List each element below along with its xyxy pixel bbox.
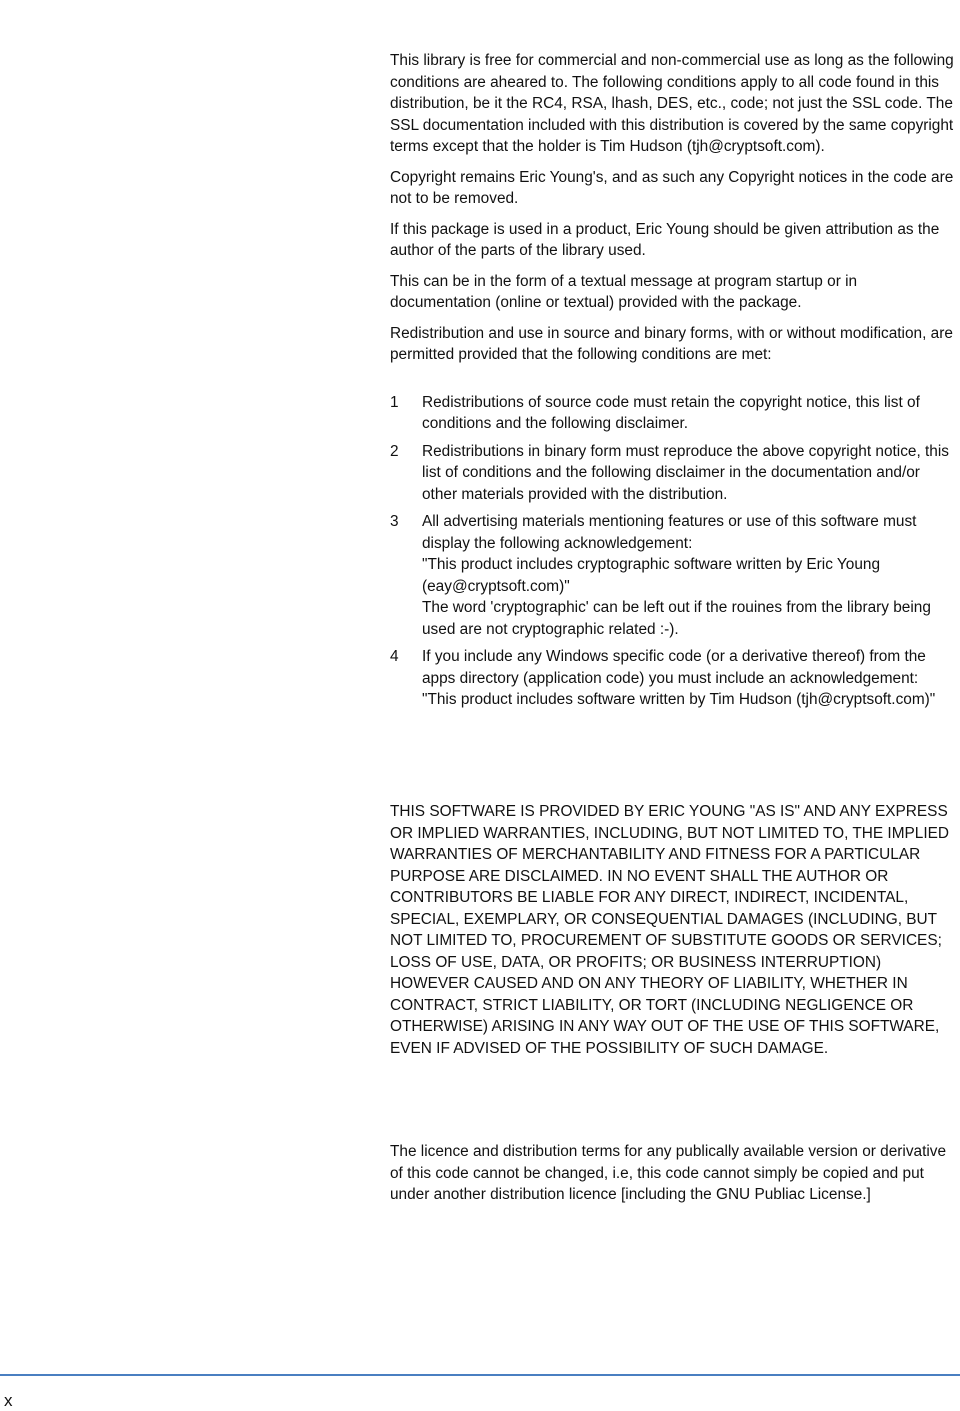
license-body — [390, 50, 956, 717]
condition-item — [390, 646, 956, 711]
condition-item — [390, 511, 956, 640]
condition-number: 2 — [390, 442, 399, 460]
condition-line: The word 'cryptographic' can be left out if the rouines from the library being used are not cryptographic related :-). — [422, 599, 931, 638]
condition-item — [390, 392, 956, 435]
intro-paragraph: If this package is used in a product, Eric Young should be given attribution as the author of the parts of the library used. — [390, 220, 940, 259]
condition-number: 1 — [390, 393, 399, 411]
licence-note: The licence and distribution terms for any publically available version or derivative of this code cannot be changed, i.e, this code cannot simply be copied and put under another distribution licence [including the GNU Publiac License.] — [390, 1143, 947, 1203]
conditions-list — [390, 392, 956, 711]
condition-line: If you include any Windows specific code (or a derivative thereof) from the apps directory (application code) you must include an acknowledgement: — [422, 648, 926, 687]
page-number: x — [4, 1391, 13, 1410]
intro-paragraph: Copyright remains Eric Young's, and as such any Copyright notices in the code are not to be removed. — [390, 168, 954, 207]
condition-text — [422, 392, 956, 435]
condition-line: Redistributions of source code must retain the copyright notice, this list of conditions and the following disclaimer. — [422, 393, 920, 432]
warranty-disclaimer: THIS SOFTWARE IS PROVIDED BY ERIC YOUNG "AS IS" AND ANY EXPRESS OR IMPLIED WARRANTIES, INCLUDING, BUT NOT LIMITED TO, THE IMPLIED WARRANTIES OF MERCHANTABILITY AND FITNESS FOR A PARTICULAR PURPOSE ARE DISCLAIMED. IN NO EVENT SHALL THE AUTHOR OR CONTRIBUTORS BE LIABLE FOR ANY DIRECT, INDIRECT, INCIDENTAL, SPECIAL, EXEMPLARY, OR CONSEQUENTIAL DAMAGES (INCLUDING, BUT NOT LIMITED TO, PROCUREMENT OF SUBSTITUTE GOODS OR SERVICES; LOSS OF USE, DATA, OR PROFITS; OR BUSINESS INTERRUPTION) HOWEVER CAUSED AND ON ANY THEORY OF LIABILITY, WHETHER IN CONTRACT, STRICT LIABILITY, OR TORT (INCLUDING NEGLIGENCE OR OTHERWISE) ARISING IN ANY WAY OUT OF THE USE OF THIS SOFTWARE, EVEN IF ADVISED OF THE POSSIBILITY OF SUCH DAMAGE. — [390, 803, 949, 1057]
condition-text — [422, 511, 956, 640]
condition-line: Redistributions in binary form must reproduce the above copyright notice, this list of conditions and the following disclaimer in the documentation and/or other materials provided with the distribution. — [422, 442, 949, 503]
condition-number: 4 — [390, 648, 399, 665]
intro-paragraph: This can be in the form of a textual message at program startup or in documentation (online or textual) provided with the package. — [390, 272, 858, 311]
condition-item — [390, 441, 956, 506]
condition-text — [422, 441, 956, 506]
intro-paragraph: This library is free for commercial and non-commercial use as long as the following conditions are aheared to. The following conditions apply to all code found in this distribution, be it the RC4, RSA, lhash, DES, etc., code; not just the SSL code. The SSL documentation included with this distribution is covered by the same copyright terms except that the holder is Tim Hudson (tjh@cryptsoft.com). — [390, 52, 954, 155]
condition-number: 3 — [390, 513, 399, 530]
intro-paragraph: Redistribution and use in source and binary forms, with or without modification, are permitted provided that the following conditions are met: — [390, 324, 953, 363]
condition-text — [422, 646, 956, 711]
condition-line: All advertising materials mentioning features or use of this software must display the following acknowledgement: — [422, 513, 917, 552]
footer-rule — [0, 1374, 960, 1376]
acknowledgement-quote: "This product includes software written by Tim Hudson (tjh@cryptsoft.com)" — [422, 691, 936, 708]
acknowledgement-quote: "This product includes cryptographic software written by Eric Young (eay@cryptsoft.com)" — [422, 556, 881, 595]
